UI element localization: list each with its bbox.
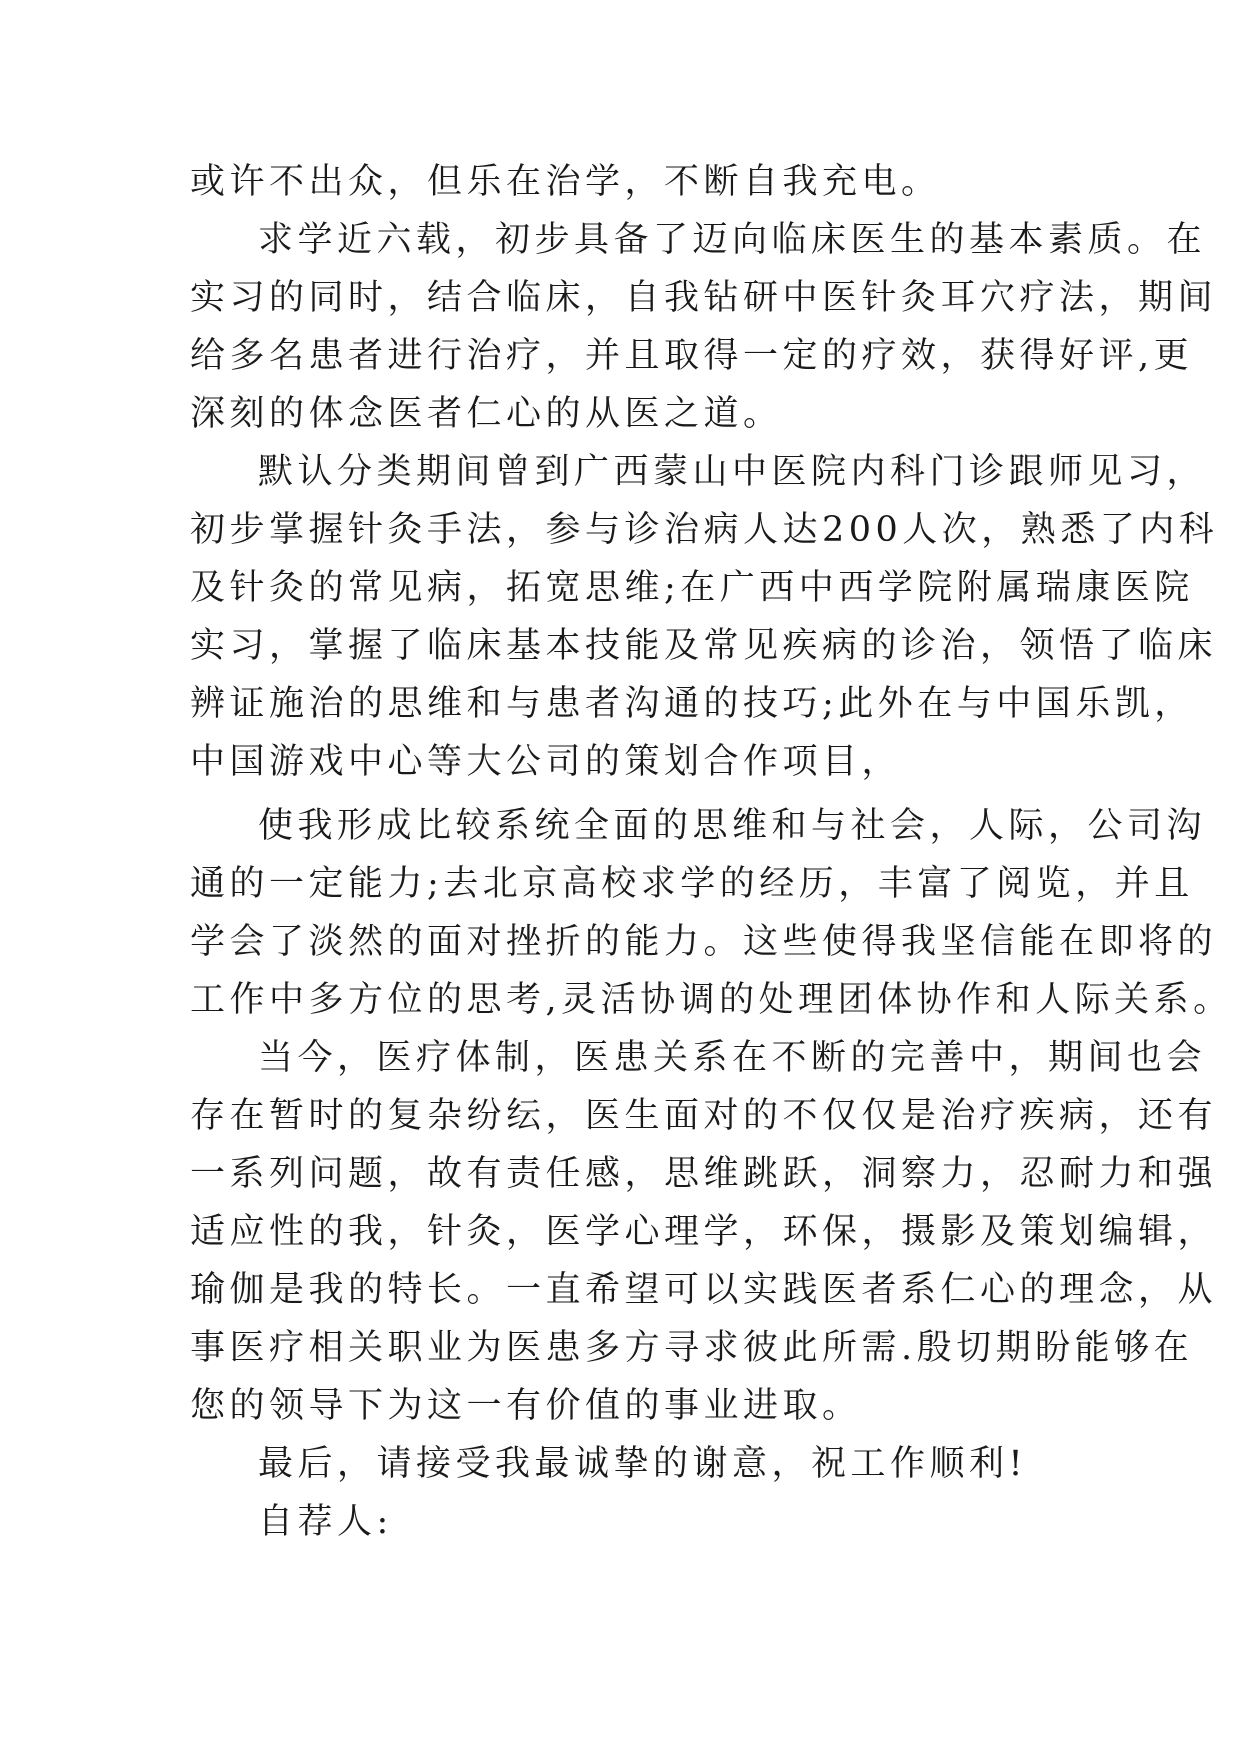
text-line: 深刻的体念医者仁心的从医之道。 xyxy=(190,394,783,434)
text-line: 初步掌握针灸手法，参与诊治病人达200人次，熟悉了内科 xyxy=(190,510,1219,550)
text-line: 或许不出众，但乐在治学，不断自我充电。 xyxy=(190,162,941,202)
text-line: 工作中多方位的思考,灵活协调的处理团体协作和人际关系。 xyxy=(190,980,1233,1020)
text-line: 给多名患者进行治疗，并且取得一定的疗效，获得好评,更 xyxy=(190,336,1194,376)
text-line: 实习的同时，结合临床，自我钻研中医针灸耳穴疗法，期间 xyxy=(190,278,1218,318)
text-line: 存在暂时的复杂纷纭，医生面对的不仅仅是治疗疾病，还有 xyxy=(190,1096,1218,1136)
text-line: 最后，请接受我最诚挚的谢意，祝工作顺利! xyxy=(258,1444,1028,1484)
text-line: 辨证施治的思维和与患者沟通的技巧;此外在与中国乐凯， xyxy=(190,684,1194,724)
text-line: 一系列问题，故有责任感，思维跳跃，洞察力，忍耐力和强 xyxy=(190,1154,1218,1194)
text-line: 使我形成比较系统全面的思维和与社会，人际，公司沟 xyxy=(258,806,1207,846)
text-line: 求学近六载，初步具备了迈向临床医生的基本素质。在 xyxy=(258,220,1207,260)
text-line: 您的领导下为这一有价值的事业进取。 xyxy=(190,1386,862,1426)
text-line: 当今，医疗体制，医患关系在不断的完善中，期间也会 xyxy=(258,1038,1207,1078)
text-line: 中国游戏中心等大公司的策划合作项目， xyxy=(190,742,902,782)
text-line: 默认分类期间曾到广西蒙山中医院内科门诊跟师见习， xyxy=(258,452,1207,492)
text-line: 实习，掌握了临床基本技能及常见疾病的诊治，领悟了临床 xyxy=(190,626,1218,666)
signature-label: 自荐人: xyxy=(258,1502,393,1542)
text-line: 学会了淡然的面对挫折的能力。这些使得我坚信能在即将的 xyxy=(190,922,1218,962)
text-line: 适应性的我，针灸，医学心理学，环保，摄影及策划编辑， xyxy=(190,1212,1218,1252)
text-line: 及针灸的常见病，拓宽思维;在广西中西学院附属瑞康医院 xyxy=(190,568,1194,608)
text-line: 通的一定能力;去北京高校求学的经历，丰富了阅览，并且 xyxy=(190,864,1194,904)
text-line: 事医疗相关职业为医患多方寻求彼此所需.殷切期盼能够在 xyxy=(190,1328,1194,1368)
text-line: 瑜伽是我的特长。一直希望可以实践医者系仁心的理念，从 xyxy=(190,1270,1218,1310)
